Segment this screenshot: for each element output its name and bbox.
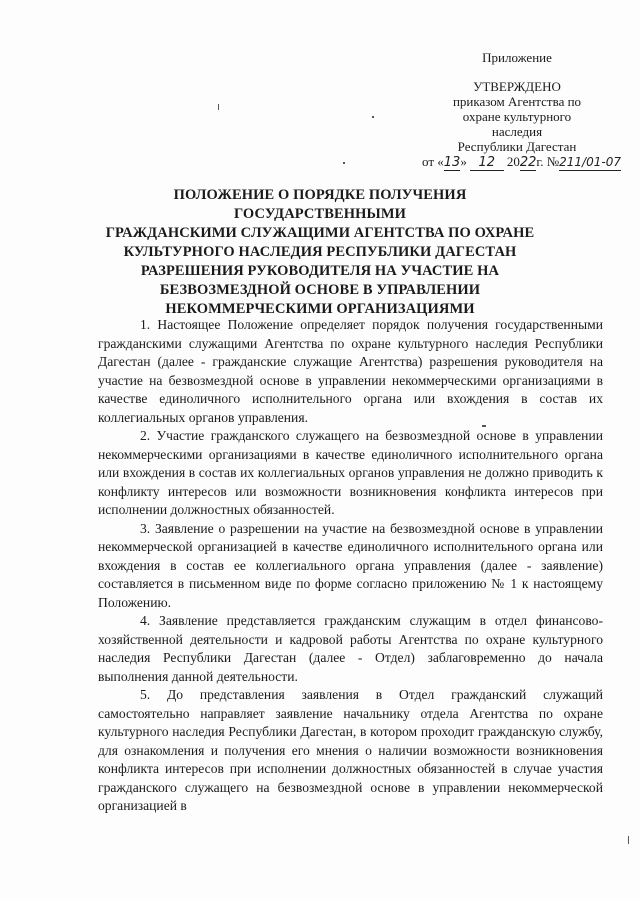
title-line: ГРАЖДАНСКИМИ СЛУЖАЩИМИ АГЕНТСТВА ПО ОХРАНЕ xyxy=(105,225,535,241)
date-year-handwritten: 22 xyxy=(519,155,537,170)
title-line: БЕЗВОЗМЕЗДНОЙ ОСНОВЕ В УПРАВЛЕНИИ xyxy=(159,282,481,298)
date-mid: » xyxy=(460,154,467,169)
scan-speck xyxy=(628,836,629,844)
title-line: РАЗРЕШЕНИЯ РУКОВОДИТЕЛЯ НА УЧАСТИЕ НА xyxy=(140,263,500,279)
document-body xyxy=(98,316,603,816)
approval-date xyxy=(422,154,621,171)
date-prefix: от « xyxy=(422,154,444,169)
date-number-prefix: г. № xyxy=(536,154,560,169)
order-line: приказом Агентства по xyxy=(452,94,582,109)
title-line: КУЛЬТУРНОГО НАСЛЕДИЯ РЕСПУБЛИКИ ДАГЕСТАН xyxy=(123,244,517,260)
scan-speck xyxy=(372,116,374,118)
order-number-handwritten: 211/01-07 xyxy=(559,155,621,169)
appendix-title: Приложение xyxy=(482,50,552,65)
date-month-handwritten: 12 xyxy=(470,155,504,171)
order-line: Республики Дагестан xyxy=(457,139,577,154)
paragraph-2: 2. Участие гражданского служащего на безвозмездной основе в управлении некоммерческими организациями в качестве единоличного исполнительного органа или вхождения в состав их коллегиальных органов управления не должно приводить к конфликту интересов или возможности возникновения конфликта интересов при исполнении должностных обязанностей. xyxy=(98,428,603,517)
paragraph-3: 3. Заявление о разрешении на участие на безвозмездной основе в управлении некоммерческой организацией в качестве единоличного исполнительного органа или вхождения в состав ее коллегиального органа управления (далее - заявление) составляется в письменном виде по форме согласно приложению № 1 к настоящему Положению. xyxy=(98,520,603,610)
title-line: ПОЛОЖЕНИЕ О ПОРЯДКЕ ПОЛУЧЕНИЯ ГОСУДАРСТВЕННЫМИ xyxy=(173,187,467,222)
paragraph-5: 5. До представления заявления в Отдел гражданский служащий самостоятельно направляет заявление начальнику отдела Агентства по охране культурного наследия Республики Дагестан, в котором проходит гражданскую службу, для ознакомления и получения его мнения о наличии возможности возникновения конфликта интересов при исполнении должностных обязанностей в случае участия гражданского служащего на безвозмездной основе в управлении некоммерческой организацией в xyxy=(98,687,603,813)
paragraph-4: 4. Заявление представляется гражданским служащим в отдел финансово-хозяйственной деятельности и кадровой работы Агентства по охране культурного наследия Республики Дагестан (далее - Отдел) заблаговременно до начала выполнения данной деятельности. xyxy=(98,613,603,684)
title-line: НЕКОММЕРЧЕСКИМИ ОРГАНИЗАЦИЯМИ xyxy=(165,301,475,317)
scan-speck xyxy=(343,162,345,164)
scan-speck xyxy=(218,104,219,110)
date-day-handwritten: 13 xyxy=(443,155,461,170)
document-title xyxy=(92,186,548,319)
order-line: наследия xyxy=(491,124,543,139)
date-year-prefix: 20 xyxy=(506,154,520,169)
approval-block xyxy=(422,50,621,171)
paragraph-1: 1. Настоящее Положение определяет порядок получения государственными гражданскими служащими Агентства по охране культурного наследия Республики Дагестан (далее - гражданские служащие Агентства) разрешения руководителя на участие на безвозмездной основе в управлении некоммерческими организациями в качестве единоличного исполнительного органа или вхождения в состав их коллегиальных органов управления. xyxy=(98,317,603,425)
order-line: охране культурного xyxy=(462,109,572,124)
approved-label: УТВЕРЖДЕНО xyxy=(473,79,561,94)
